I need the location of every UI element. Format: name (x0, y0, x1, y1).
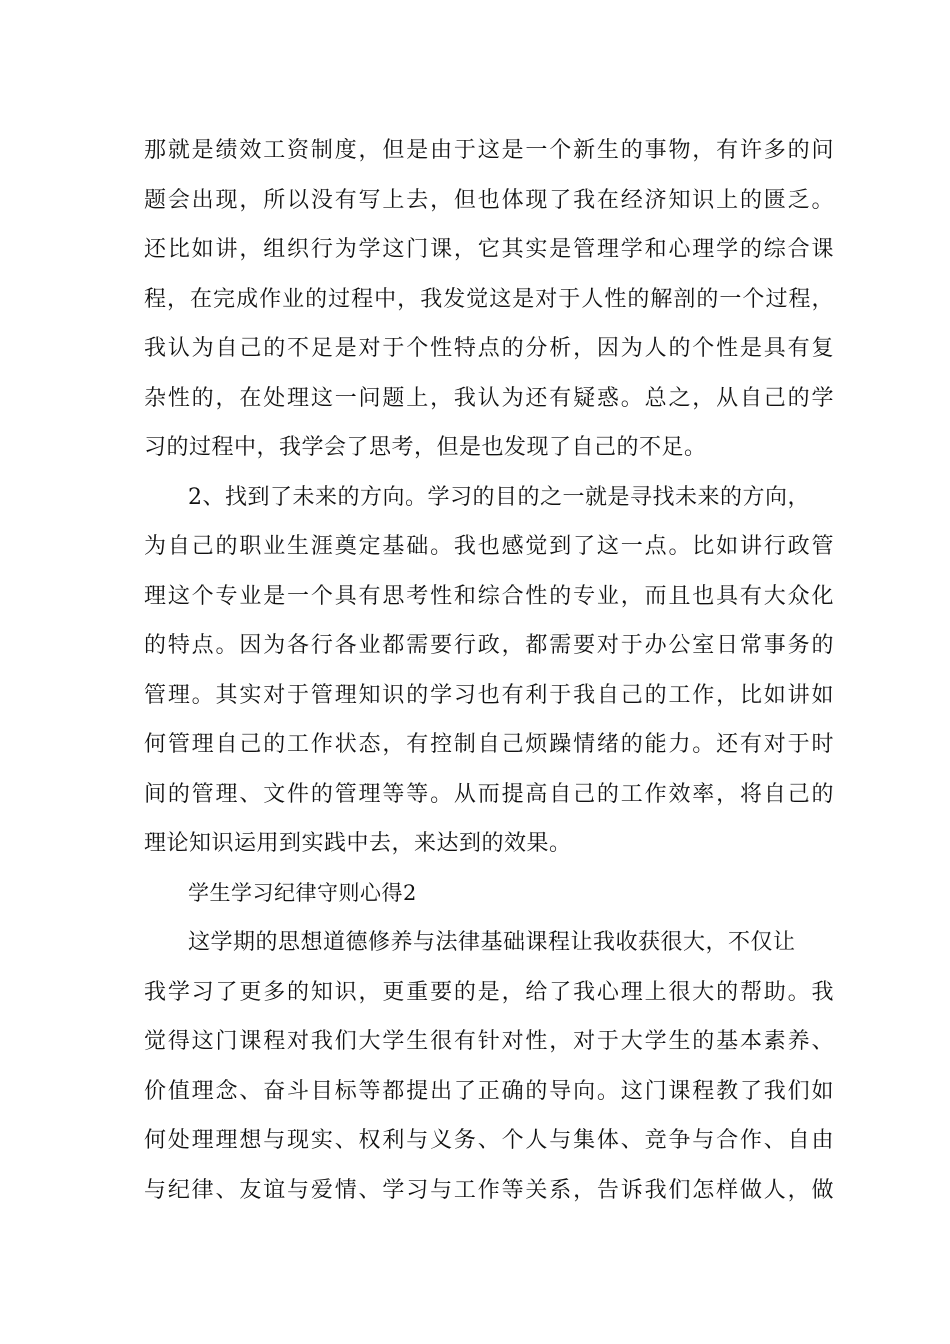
text-line: 的特点。因为各行各业都需要行政，都需要对于办公室日常事务的 (144, 633, 834, 658)
text-line: 还比如讲，组织行为学这门课，它其实是管理学和心理学的综合课 (144, 237, 834, 262)
text-line: 理这个专业是一个具有思考性和综合性的专业，而且也具有大众化 (144, 583, 834, 609)
text-line: 那就是绩效工资制度，但是由于这是一个新生的事物，有许多的问 (144, 138, 834, 163)
section-heading: 学生学习纪律守则心得2 (188, 880, 417, 905)
text-line: 题会出现，所以没有写上去，但也体现了我在经济知识上的匮乏。 (144, 187, 834, 213)
text-line: 2、找到了未来的方向。学习的目的之一就是寻找未来的方向， (188, 484, 810, 510)
document-body (144, 126, 834, 1215)
text-line: 间的管理、文件的管理等等。从而提高自己的工作效率，将自己的 (144, 781, 834, 807)
text-line: 何管理自己的工作状态，有控制自己烦躁情绪的能力。还有对于时 (144, 732, 834, 757)
text-line: 管理。其实对于管理知识的学习也有利于我自己的工作，比如讲如 (144, 682, 834, 708)
text-line: 杂性的，在处理这一问题上，我认为还有疑惑。总之，从自己的学 (144, 385, 834, 411)
text-line: 何处理理想与现实、权利与义务、个人与集体、竞争与合作、自由 (144, 1128, 834, 1153)
text-line: 这学期的思想道德修养与法律基础课程让我收获很大，不仅让 (188, 930, 796, 955)
text-line: 我学习了更多的知识，更重要的是，给了我心理上很大的帮助。我 (144, 979, 834, 1005)
text-line: 觉得这门课程对我们大学生很有针对性，对于大学生的基本素养、 (144, 1029, 834, 1054)
paragraph-3 (144, 918, 834, 1215)
text-line: 为自己的职业生涯奠定基础。我也感觉到了这一点。比如讲行政管 (144, 534, 834, 559)
text-line: 我认为自己的不足是对于个性特点的分析，因为人的个性是具有复 (144, 336, 834, 361)
text-line: 价值理念、奋斗目标等都提出了正确的导向。这门课程教了我们如 (144, 1078, 834, 1104)
text-line: 与纪律、友谊与爱情、学习与工作等关系，告诉我们怎样做人，做 (144, 1177, 834, 1203)
text-line: 程，在完成作业的过程中，我发觉这是对于人性的解剖的一个过程， (144, 286, 834, 312)
paragraph-2 (144, 473, 834, 869)
text-line: 理论知识运用到实践中去，来达到的效果。 (144, 831, 572, 856)
text-line: 习的过程中，我学会了思考，但是也发现了自己的不足。 (144, 435, 707, 460)
paragraph-1 (144, 126, 834, 473)
